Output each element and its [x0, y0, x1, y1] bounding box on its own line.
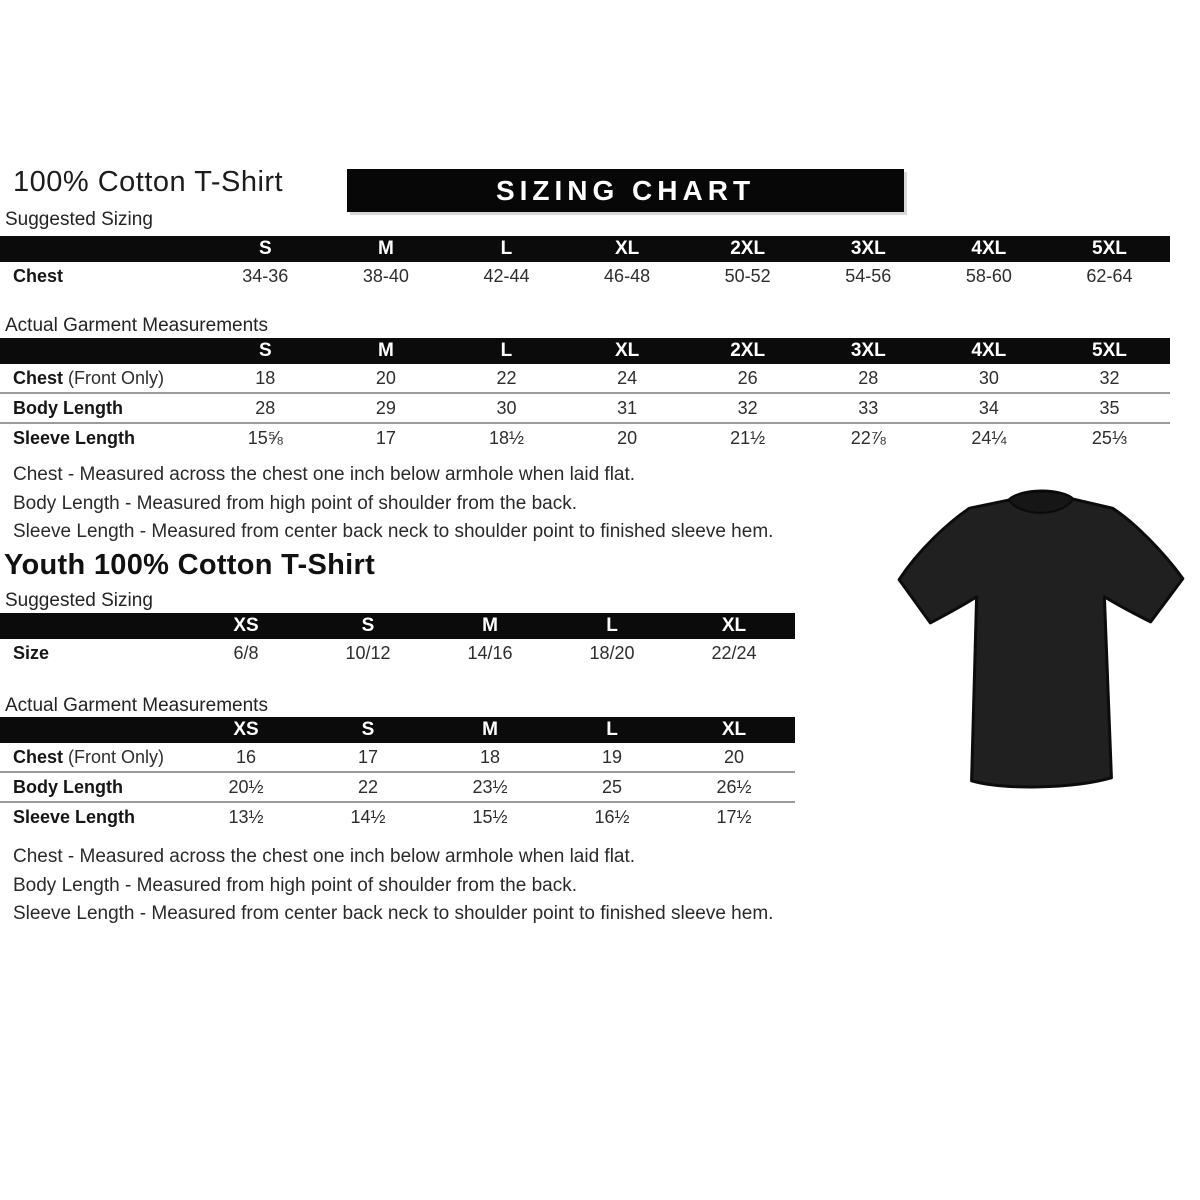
table-cell: 54-56	[845, 265, 892, 286]
table-cell: 19	[601, 746, 623, 767]
column-header: XL	[614, 238, 640, 259]
column-header: S	[361, 615, 375, 636]
table-cell: 21½	[730, 427, 766, 448]
column-header: M	[482, 719, 498, 740]
table-row-chest	[0, 364, 1170, 392]
column-header: 3XL	[850, 340, 886, 361]
table-cell: 38-40	[362, 265, 409, 286]
table-row-body-length	[0, 771, 795, 801]
youth-section-title: Youth 100% Cotton T-Shirt	[4, 549, 376, 581]
column-header: S	[361, 719, 375, 740]
column-header: 5XL	[1092, 238, 1127, 259]
column-header: M	[377, 238, 394, 259]
note-body-length: Body Length - Measured from high point of shoulder from the back.	[13, 874, 577, 896]
table-cell: 30	[978, 367, 999, 388]
sizing-chart-banner	[347, 169, 904, 212]
table-cell: 46-48	[604, 265, 651, 286]
table-cell: 20	[723, 746, 745, 767]
youth-suggested-sizing-label: Suggested Sizing	[5, 590, 153, 611]
table-cell: 33	[858, 397, 879, 418]
table-cell: 13½	[228, 806, 264, 827]
table-row-sleeve-length	[0, 422, 1170, 452]
note-body-length: Body Length - Measured from high point of shoulder from the back.	[13, 492, 577, 514]
table-cell: 15⅝	[247, 427, 283, 448]
table-cell: 18/20	[589, 642, 635, 663]
table-row-chest	[0, 743, 795, 771]
column-header: 4XL	[971, 238, 1007, 259]
table-cell: 26	[737, 367, 758, 388]
table-cell: 6/8	[233, 642, 259, 663]
row-label: Sleeve Length	[13, 806, 136, 827]
youth-suggested-sizing-table	[0, 613, 795, 667]
table-row-sleeve-length	[0, 801, 795, 831]
table-cell: 25	[601, 776, 623, 797]
table-cell: 18	[255, 367, 276, 388]
table-cell: 62-64	[1086, 265, 1133, 286]
column-header: L	[606, 615, 618, 636]
table-cell: 20	[375, 367, 396, 388]
table-cell: 24	[617, 367, 638, 388]
table-cell: 24¼	[971, 427, 1007, 448]
table-cell: 22/24	[711, 642, 757, 663]
column-header: XS	[233, 719, 259, 740]
table-cell: 32	[1099, 367, 1120, 388]
page-title: 100% Cotton T-Shirt	[13, 166, 284, 198]
column-header: L	[606, 719, 618, 740]
row-label: Sleeve Length	[13, 427, 136, 448]
row-label: Chest (Front Only)	[13, 367, 165, 388]
table-cell: 10/12	[345, 642, 391, 663]
row-label: Body Length	[13, 776, 123, 797]
table-cell: 17	[375, 427, 396, 448]
table-cell: 14/16	[467, 642, 513, 663]
row-label: Chest (Front Only)	[13, 746, 165, 767]
table-cell: 20	[617, 427, 638, 448]
column-header: L	[500, 238, 513, 259]
table-cell: 18½	[488, 427, 524, 448]
column-header: 5XL	[1092, 340, 1127, 361]
note-sleeve-length: Sleeve Length - Measured from center back neck to shoulder point to finished sleeve hem.	[13, 903, 774, 924]
adult-suggested-sizing-table	[0, 236, 1170, 290]
table-row	[0, 262, 1170, 290]
adult-garment-measurements-table	[0, 338, 1170, 452]
table-cell: 28	[858, 367, 879, 388]
table-cell: 31	[617, 397, 638, 418]
table-cell: 22⅞	[850, 427, 886, 448]
adult-suggested-sizing-label: Suggested Sizing	[5, 209, 153, 230]
table-cell: 25⅓	[1091, 427, 1127, 448]
table-cell: 32	[737, 397, 758, 418]
adult-measurement-notes	[13, 461, 773, 547]
column-header: 2XL	[730, 340, 766, 361]
table-cell: 34	[978, 397, 999, 418]
note-chest: Chest - Measured across the chest one inch below armhole when laid flat.	[13, 846, 636, 867]
adult-garment-measurements-label: Actual Garment Measurements	[5, 315, 268, 336]
row-label: Body Length	[13, 397, 123, 418]
table-cell: 35	[1099, 397, 1120, 418]
youth-garment-measurements-table	[0, 717, 795, 831]
row-label: Chest	[13, 265, 64, 286]
table-cell: 26½	[716, 776, 752, 797]
table-cell: 17	[357, 746, 379, 767]
youth-garment-measurements-label: Actual Garment Measurements	[5, 695, 268, 716]
column-header: XL	[721, 719, 747, 740]
column-header: 4XL	[971, 340, 1007, 361]
column-header: S	[258, 238, 272, 259]
table-cell: 17½	[716, 806, 752, 827]
table-header-row	[0, 613, 795, 639]
column-header: XS	[233, 615, 259, 636]
table-cell: 18	[479, 746, 501, 767]
table-cell: 34-36	[242, 265, 289, 286]
table-header-row	[0, 236, 1170, 262]
table-cell: 23½	[472, 776, 508, 797]
column-header: M	[377, 340, 394, 361]
table-cell: 20½	[228, 776, 264, 797]
table-cell: 14½	[350, 806, 386, 827]
table-cell: 15½	[472, 806, 508, 827]
table-cell: 30	[496, 397, 517, 418]
column-header: XL	[614, 340, 640, 361]
table-row-body-length	[0, 392, 1170, 422]
table-cell: 50-52	[724, 265, 771, 286]
table-cell: 22	[496, 367, 517, 388]
column-header: 2XL	[730, 238, 766, 259]
note-chest: Chest - Measured across the chest one inch below armhole when laid flat.	[13, 464, 636, 485]
table-cell: 28	[255, 397, 276, 418]
table-cell: 16½	[594, 806, 630, 827]
table-cell: 16	[235, 746, 257, 767]
column-header: XL	[721, 615, 747, 636]
table-header-row	[0, 717, 795, 743]
table-cell: 29	[375, 397, 396, 418]
black-t-shirt-image	[882, 478, 1200, 810]
table-cell: 58-60	[965, 265, 1012, 286]
table-header-row	[0, 338, 1170, 364]
column-header: 3XL	[850, 238, 886, 259]
row-label: Size	[13, 642, 50, 663]
column-header: S	[258, 340, 272, 361]
column-header: L	[500, 340, 513, 361]
youth-measurement-notes	[13, 843, 773, 929]
t-shirt-icon	[882, 478, 1200, 810]
note-sleeve-length: Sleeve Length - Measured from center back neck to shoulder point to finished sleeve hem.	[13, 521, 774, 542]
sizing-chart-banner-label: SIZING CHART	[495, 174, 756, 206]
table-row-size	[0, 639, 795, 667]
column-header: M	[482, 615, 498, 636]
table-cell: 22	[357, 776, 379, 797]
table-cell: 42-44	[483, 265, 530, 286]
